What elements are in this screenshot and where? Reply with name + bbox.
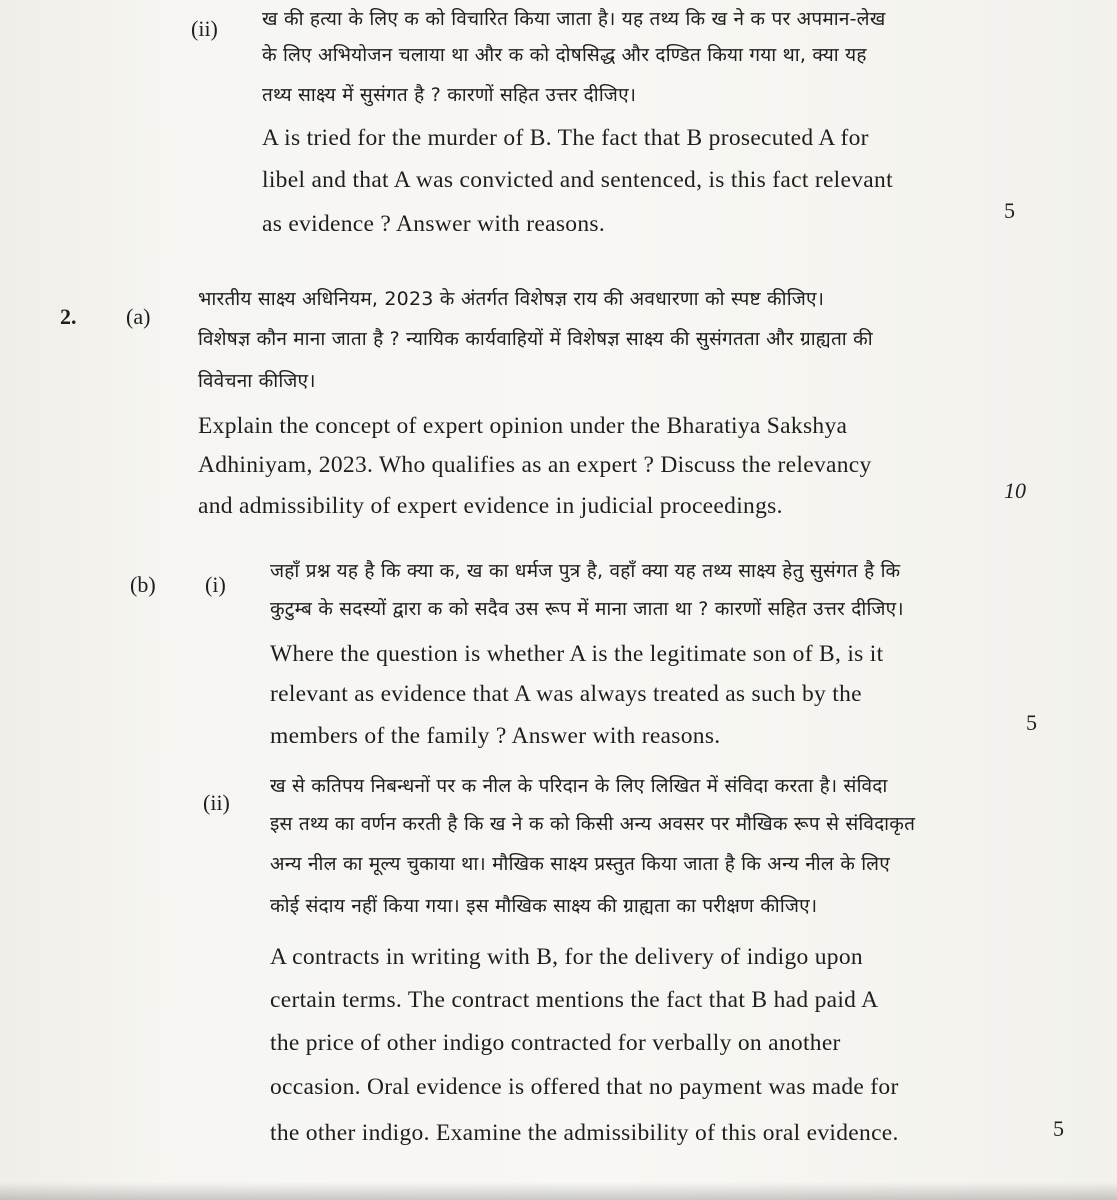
q2-b-i-english-line-3: members of the family ? Answer with reasons. — [270, 723, 721, 749]
q2-a-hindi-line-2: विशेषज्ञ कौन माना जाता है ? न्यायिक कार्यवाहियों में विशेषज्ञ साक्ष्य की सुसंगतता और ग्राह्यता की — [198, 328, 873, 350]
q2-number: 2. — [60, 304, 77, 329]
q1-ii-label: (ii) — [191, 16, 218, 41]
q2-b-i-label: (i) — [205, 572, 226, 597]
q2-b-i-english-line-2: relevant as evidence that A was always treated as such by the — [270, 681, 862, 707]
q2-b-ii-label: (ii) — [203, 790, 230, 815]
q2-a-english-line-2: Adhiniyam, 2023. Who qualifies as an expert ? Discuss the relevancy — [198, 452, 872, 478]
page-bottom-edge — [0, 1182, 1117, 1200]
q1-ii-hindi-line-3: तथ्य साक्ष्य में सुसंगत है ? कारणों सहित उत्तर दीजिए। — [262, 84, 637, 106]
q2-a-hindi-line-1: भारतीय साक्ष्य अधिनियम, 2023 के अंतर्गत विशेषज्ञ राय की अवधारणा को स्पष्ट कीजिए। — [198, 288, 825, 310]
q1-ii-english-line-3: as evidence ? Answer with reasons. — [262, 211, 606, 237]
q1-ii-hindi-line-2: के लिए अभियोजन चलाया था और क को दोषसिद्ध और दण्डित किया गया था, क्या यह — [262, 44, 867, 66]
q2-b-i-hindi-line-1: जहाँ प्रश्न यह है कि क्या क, ख का धर्मज पुत्र है, वहाँ क्या यह तथ्य साक्ष्य हेतु सुसंगत है कि — [270, 560, 901, 582]
q2-a-english-line-1: Explain the concept of expert opinion under the Bharatiya Sakshya — [198, 413, 848, 439]
q2-b-ii-hindi-line-2: इस तथ्य का वर्णन करती है कि ख ने क को किसी अन्य अवसर पर मौखिक रूप से संविदाकृत — [270, 813, 916, 835]
q2-b-ii-marks: 5 — [1053, 1116, 1064, 1141]
q2-b-label: (b) — [130, 572, 156, 597]
q2-b-i-hindi-line-2: कुटुम्ब के सदस्यों द्वारा क को सदैव उस रूप में माना जाता था ? कारणों सहित उत्तर दीजिए। — [270, 598, 904, 620]
q2-b-ii-hindi-line-4: कोई संदाय नहीं किया गया। इस मौखिक साक्ष्य की ग्राह्यता का परीक्षण कीजिए। — [270, 895, 818, 917]
q2-b-ii-english-line-2: certain terms. The contract mentions the fact that B had paid A — [270, 987, 879, 1013]
q2-a-label: (a) — [126, 304, 151, 329]
q2-b-ii-english-line-1: A contracts in writing with B, for the delivery of indigo upon — [270, 944, 863, 970]
q2-b-ii-english-line-3: the price of other indigo contracted for verbally on another — [270, 1030, 841, 1056]
q1-ii-english-line-2: libel and that A was convicted and sentenced, is this fact relevant — [262, 167, 893, 193]
q2-b-ii-english-line-4: occasion. Oral evidence is offered that no payment was made for — [270, 1074, 899, 1100]
q2-b-i-marks: 5 — [1026, 710, 1037, 735]
q1-ii-marks: 5 — [1004, 198, 1015, 223]
q1-ii-english-line-1: A is tried for the murder of B. The fact that B prosecuted A for — [262, 125, 869, 151]
q2-a-hindi-line-3: विवेचना कीजिए। — [198, 370, 316, 392]
q1-ii-hindi-line-1: ख की हत्या के लिए क को विचारित किया जाता है। यह तथ्य कि ख ने क पर अपमान-लेख — [262, 8, 886, 30]
q2-b-ii-hindi-line-3: अन्य नील का मूल्य चुकाया था। मौखिक साक्ष्य प्रस्तुत किया जाता है कि अन्य नील के लिए — [270, 853, 890, 875]
q2-b-ii-hindi-line-1: ख से कतिपय निबन्धनों पर क नील के परिदान के लिए लिखित में संविदा करता है। संविदा — [270, 775, 888, 797]
q2-a-english-line-3: and admissibility of expert evidence in judicial proceedings. — [198, 493, 783, 519]
q2-b-i-english-line-1: Where the question is whether A is the legitimate son of B, is it — [270, 641, 884, 667]
q2-b-ii-english-line-5: the other indigo. Examine the admissibility of this oral evidence. — [270, 1120, 899, 1146]
q2-a-marks: 10 — [1004, 478, 1026, 503]
